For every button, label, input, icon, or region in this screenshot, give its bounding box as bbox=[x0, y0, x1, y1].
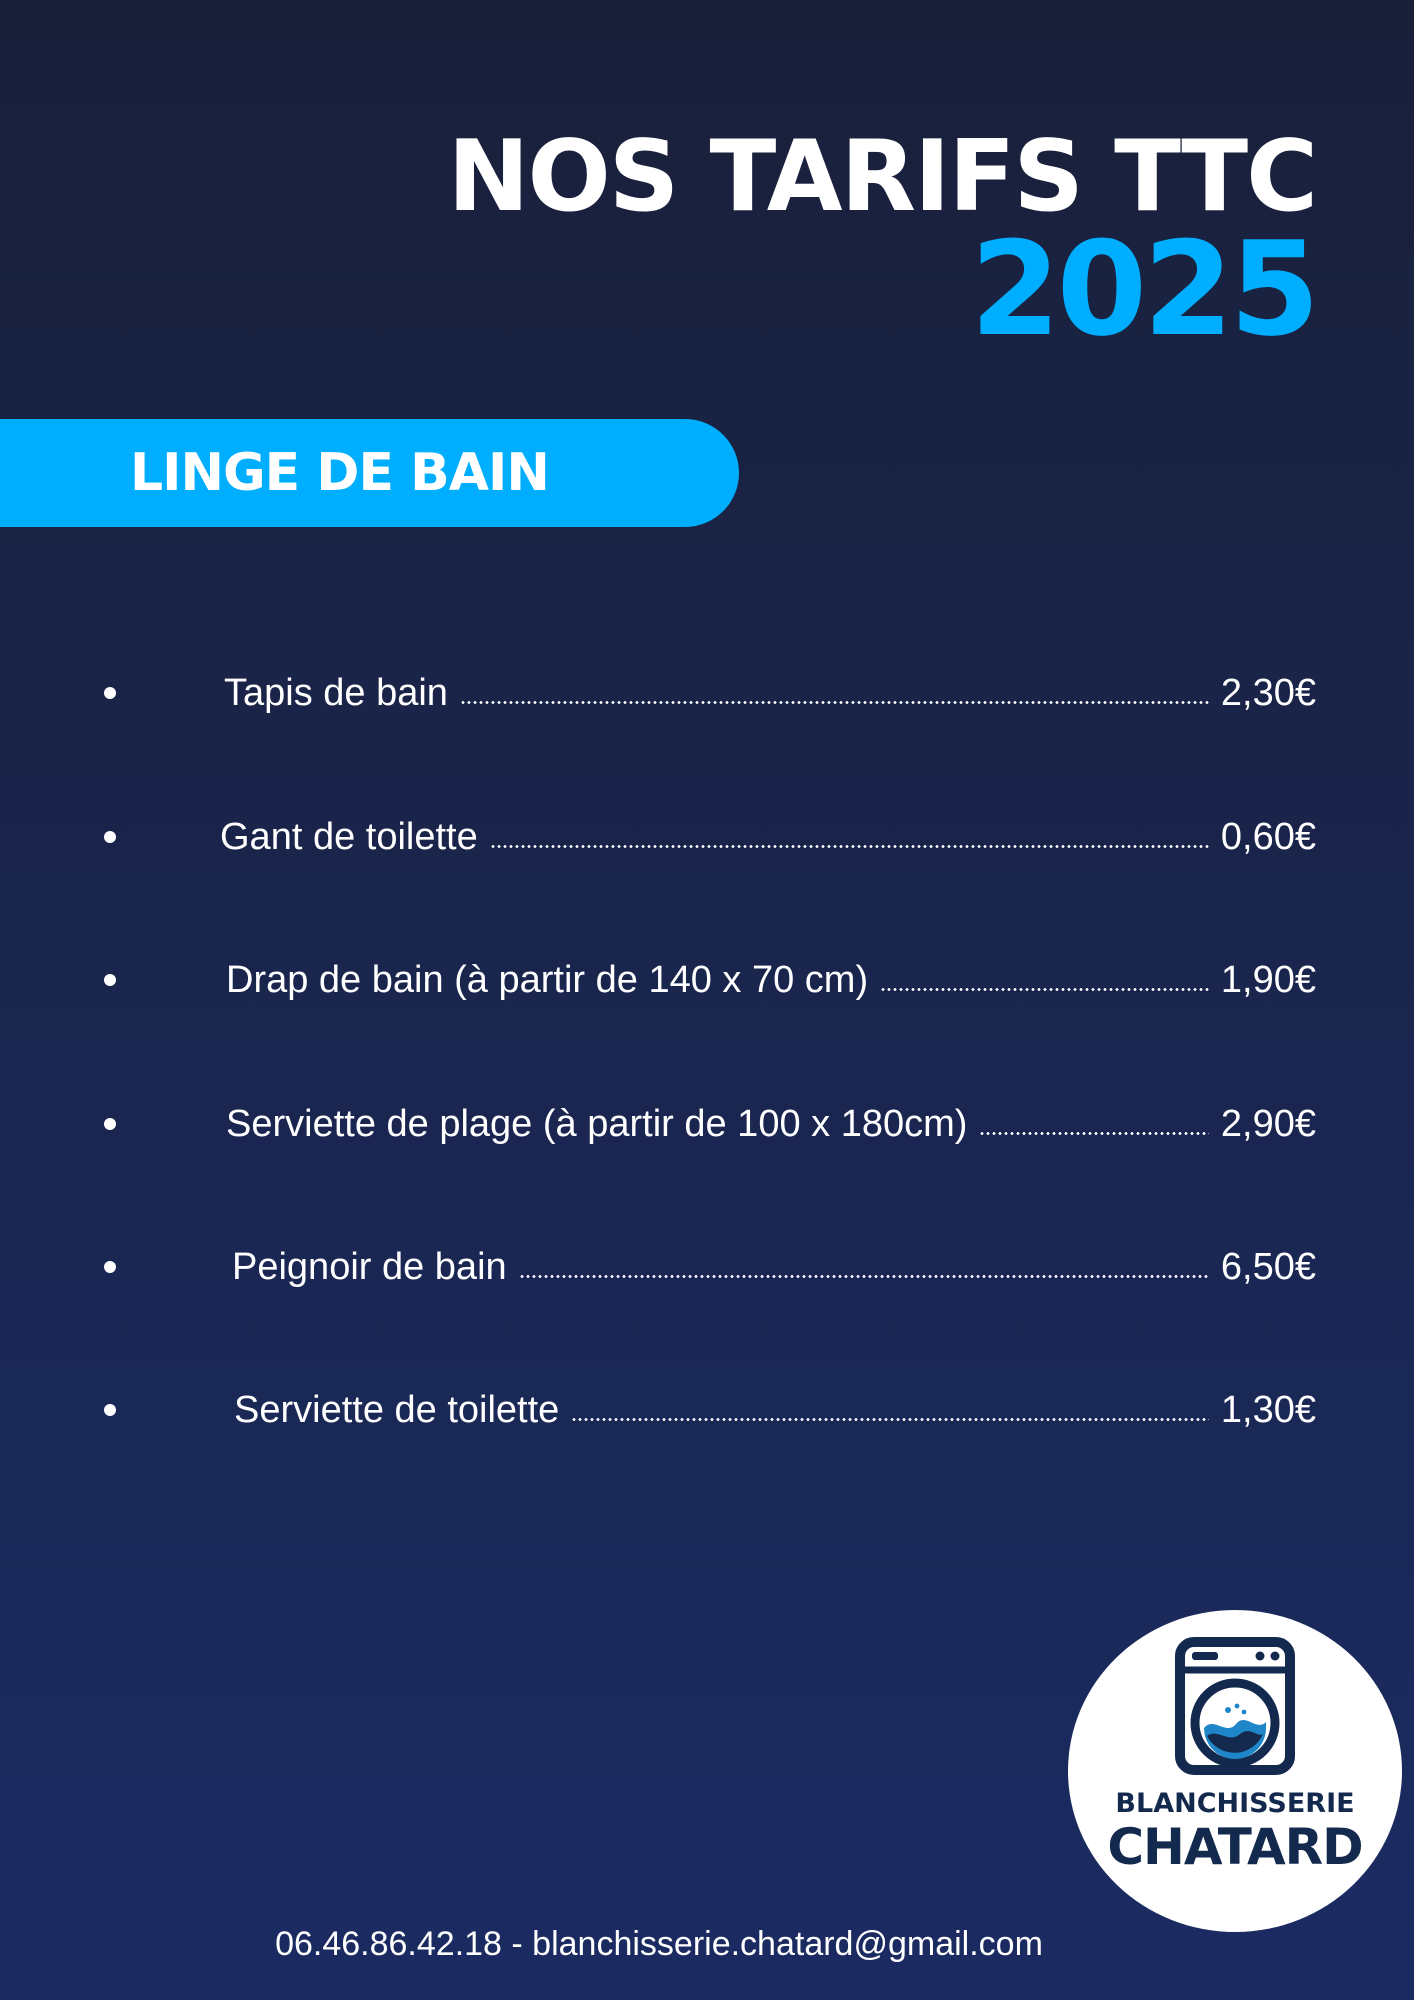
bullet-icon bbox=[104, 1118, 116, 1130]
dotted-leader bbox=[460, 701, 1209, 704]
item-price: 1,30€ bbox=[1220, 1388, 1316, 1431]
page-title: NOS TARIFS TTC bbox=[447, 120, 1316, 234]
logo-text-top: BLANCHISSERIE bbox=[1115, 1788, 1355, 1819]
price-item bbox=[100, 1385, 1316, 1435]
dotted-leader bbox=[519, 1275, 1209, 1278]
dotted-leader bbox=[979, 1132, 1208, 1135]
bullet-icon bbox=[104, 1261, 116, 1273]
section-banner bbox=[0, 419, 739, 527]
item-price: 2,30€ bbox=[1220, 671, 1316, 714]
item-price: 1,90€ bbox=[1220, 958, 1316, 1001]
logo-text-bottom: CHATARD bbox=[1107, 1818, 1363, 1876]
item-price: 0,60€ bbox=[1220, 815, 1316, 858]
dotted-leader bbox=[571, 1418, 1209, 1421]
section-title: LINGE DE BAIN bbox=[130, 443, 549, 503]
item-price: 2,90€ bbox=[1220, 1102, 1316, 1145]
item-label: Peignoir de bain bbox=[232, 1245, 507, 1288]
price-item bbox=[100, 812, 1316, 862]
brand-logo bbox=[1068, 1610, 1402, 1932]
washing-machine-icon bbox=[1174, 1636, 1296, 1776]
item-label: Gant de toilette bbox=[220, 815, 478, 858]
dotted-leader bbox=[880, 988, 1209, 991]
item-label: Tapis de bain bbox=[224, 671, 448, 714]
bullet-icon bbox=[104, 831, 116, 843]
bullet-icon bbox=[104, 974, 116, 986]
year-heading: 2025 bbox=[970, 213, 1316, 365]
price-item bbox=[100, 1242, 1316, 1292]
price-item bbox=[100, 955, 1316, 1005]
dotted-leader bbox=[490, 845, 1209, 848]
item-label: Drap de bain (à partir de 140 x 70 cm) bbox=[226, 958, 869, 1001]
item-label: Serviette de toilette bbox=[234, 1388, 560, 1431]
bullet-icon bbox=[104, 687, 116, 699]
contact-footer: 06.46.86.42.18 - blanchisserie.chatard@gmail.com bbox=[275, 1925, 1043, 1963]
item-label: Serviette de plage (à partir de 100 x 180cm) bbox=[226, 1102, 968, 1145]
bullet-icon bbox=[104, 1404, 116, 1416]
price-item bbox=[100, 1099, 1316, 1149]
price-item bbox=[100, 668, 1316, 718]
item-price: 6,50€ bbox=[1220, 1245, 1316, 1288]
